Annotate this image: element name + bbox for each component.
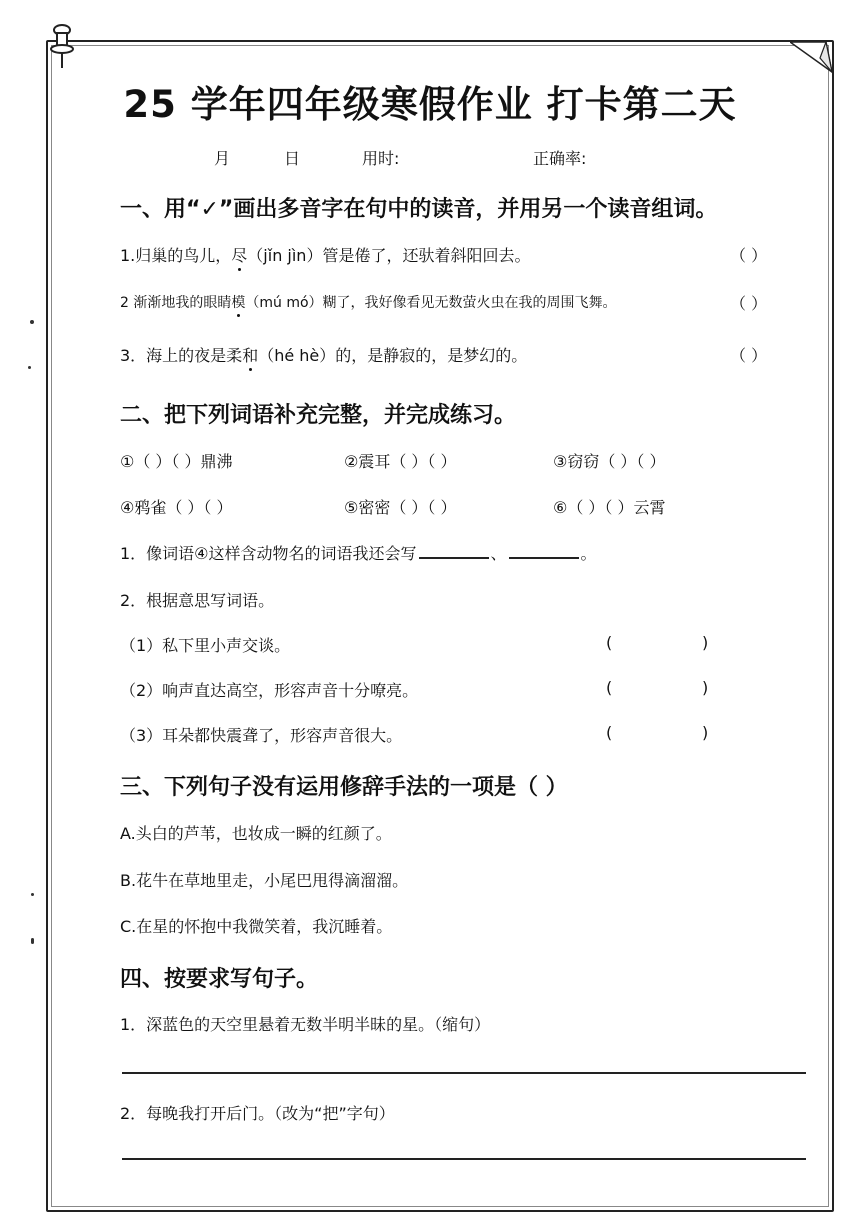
- day-label: 日: [284, 149, 301, 168]
- pushpin-icon: [48, 24, 76, 70]
- idiom-item-1: ①（ ）（ ）鼎沸: [120, 452, 233, 471]
- answer-line-2[interactable]: [122, 1158, 806, 1160]
- idiom-item-4: ④鸦雀（ ）（ ）: [120, 498, 233, 517]
- s1-question-3: 3．海上的夜是柔和（hé hè）的，是静寂的，是梦幻的。: [120, 346, 528, 365]
- accuracy-label: 正确率:: [533, 149, 587, 168]
- paren-open: (: [606, 633, 613, 652]
- scan-speck: [28, 366, 31, 369]
- dotted-char: 模: [231, 295, 246, 311]
- page-title: 25 学年四年级寒假作业 打卡第二天: [123, 83, 737, 126]
- answer-line-1[interactable]: [122, 1072, 806, 1074]
- dotted-char: 和: [242, 346, 259, 365]
- s2-sub-3: （3）耳朵都快震聋了，形容声音很大。: [120, 726, 403, 745]
- s4-question-1: 1．深蓝色的天空里悬着无数半明半昧的星。（缩句）: [120, 1015, 491, 1034]
- paren-close: ): [702, 633, 709, 652]
- folded-corner-icon: [790, 40, 834, 74]
- s1-answer-paren-2: （ ）: [730, 294, 768, 313]
- s4-question-2: 2．每晚我打开后门。（改为“把”字句）: [120, 1104, 395, 1123]
- option-a: A.头白的芦苇，也妆成一瞬的红颜了。: [120, 824, 392, 843]
- idiom-item-5: ⑤密密（ ）（ ）: [344, 498, 457, 517]
- s2-sub-1: （1）私下里小声交谈。: [120, 636, 291, 655]
- idiom-item-2: ②震耳（ ）（ ）: [344, 452, 457, 471]
- paren-close: ): [702, 678, 709, 697]
- s1-answer-paren-3: （ ）: [730, 346, 768, 365]
- answer-blank[interactable]: [419, 543, 489, 559]
- paren-open: (: [606, 678, 613, 697]
- s2-question-1: 1．像词语④这样含动物名的词语我还会写 、 。: [120, 544, 597, 563]
- scan-speck: [31, 893, 34, 896]
- answer-blank[interactable]: [509, 543, 579, 559]
- section-4-heading: 四、按要求写句子。: [120, 967, 319, 992]
- section-1-heading: 一、用“✓”画出多音字在句中的读音，并用另一个读音组词。: [120, 197, 718, 222]
- paren-open: (: [606, 723, 613, 742]
- s2-sub-2: （2）响声直达高空，形容声音十分嘹亮。: [120, 681, 419, 700]
- option-c: C.在星的怀抱中我微笑着，我沉睡着。: [120, 917, 393, 936]
- section-2-heading: 二、把下列词语补充完整，并完成练习。: [120, 403, 517, 428]
- section-3-heading: 三、下列句子没有运用修辞手法的一项是（ ）: [120, 775, 568, 800]
- idiom-item-6: ⑥（ ）（ ）云霄: [553, 498, 666, 517]
- s1-question-2: 2 渐渐地我的眼睛模（mú mó）糊了，我好像看见无数萤火虫在我的周围飞舞。: [120, 295, 617, 311]
- scan-speck: [31, 938, 34, 944]
- idiom-item-3: ③窃窃（ ）（ ）: [553, 452, 666, 471]
- month-label: 月: [214, 149, 231, 168]
- s1-answer-paren-1: （ ）: [730, 246, 768, 265]
- s2-question-2: 2．根据意思写词语。: [120, 591, 275, 610]
- time-label: 用时:: [362, 149, 400, 168]
- dotted-char: 尽: [231, 246, 248, 265]
- option-b: B.花牛在草地里走，小尾巴甩得滴溜溜。: [120, 871, 409, 890]
- paren-close: ): [702, 723, 709, 742]
- s1-question-1: 1.归巢的鸟儿，尽（jǐn jìn）管是倦了，还驮着斜阳回去。: [120, 246, 531, 265]
- scan-speck: [30, 320, 34, 324]
